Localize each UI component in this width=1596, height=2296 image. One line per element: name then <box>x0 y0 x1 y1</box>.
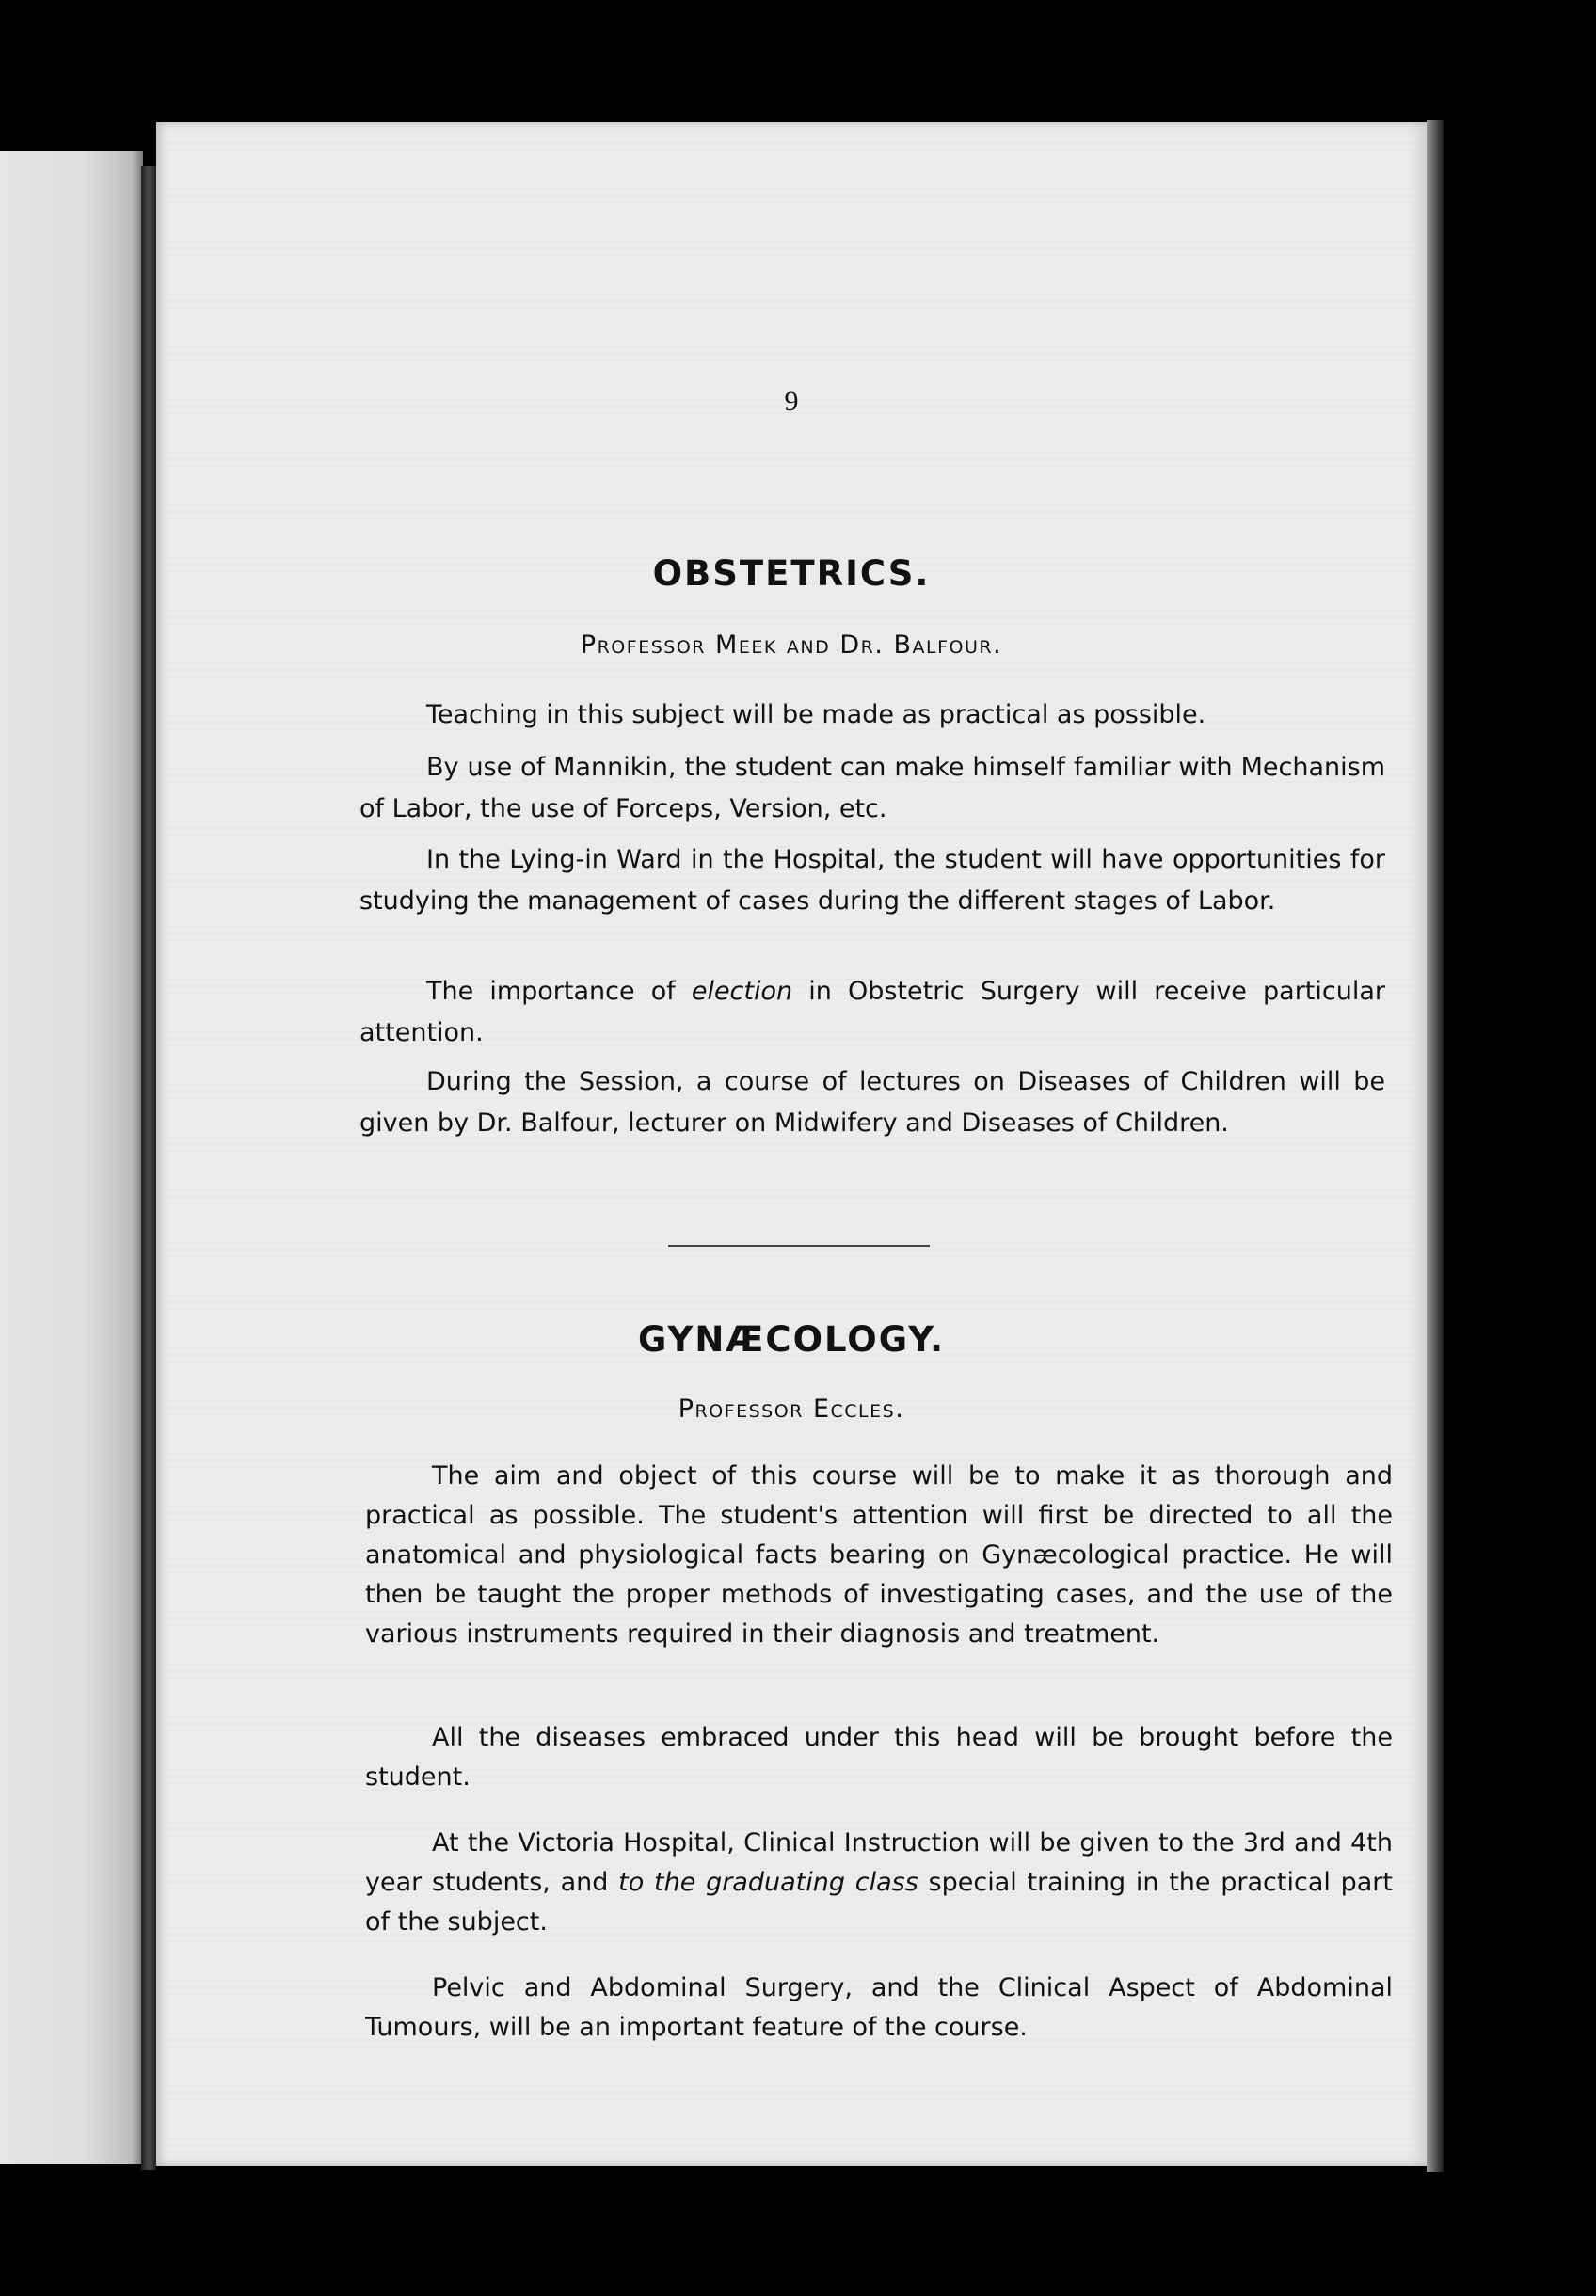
paragraph-text: in Obstetric Surgery will receive particular attention. <box>359 977 1386 1047</box>
obstetrics-paragraph: Teaching in this subject will be made as practical as possible. <box>426 700 1206 729</box>
gynaecology-paragraph: All the diseases embraced under this head will be brought before the student. <box>365 1723 1393 1792</box>
obstetrics-byline: Professor Meek and Dr. Balfour. <box>580 630 1003 660</box>
paragraph-text: At the Victoria Hospital, Clinical Instruction will be given to the 3rd and 4th year students, and <box>365 1828 1393 1897</box>
book-spine <box>141 166 156 2170</box>
book-page <box>156 122 1427 2166</box>
gynaecology-paragraph <box>365 1824 1393 1942</box>
paragraph-text: The importance of <box>426 977 692 1006</box>
gynaecology-byline: Professor Eccles. <box>678 1395 905 1424</box>
paragraph-text: special training in the practical part of the subject. <box>365 1868 1393 1937</box>
emphasized-term: election <box>691 977 793 1006</box>
obstetrics-paragraph: In the Lying-in Ward in the Hospital, the student will have opportunities for studying the management of cases during the different stages of Labor. <box>359 845 1385 916</box>
gynaecology-heading: GYNÆCOLOGY. <box>637 1319 946 1360</box>
obstetrics-heading: OBSTETRICS. <box>652 553 931 594</box>
obstetrics-paragraph <box>359 971 1385 1054</box>
obstetrics-paragraph: During the Session, a course of lectures on Diseases of Children will be given by Dr. Balfour, lecturer on Midwifery and Diseases of Children. <box>359 1067 1385 1138</box>
obstetrics-paragraph: By use of Mannikin, the student can make himself familiar with Mechanism of Labor, the use of Forceps, Version, etc. <box>359 753 1385 823</box>
page-edge-shadow <box>1427 120 1444 2172</box>
section-divider <box>668 1245 930 1247</box>
emphasized-term: to the graduating class <box>618 1868 918 1897</box>
gynaecology-paragraph: Pelvic and Abdominal Surgery, and the Clinical Aspect of Abdominal Tumours, will be an important feature of the course. <box>365 1973 1393 2042</box>
page-number: 9 <box>784 386 799 417</box>
facing-page <box>0 151 143 2164</box>
gynaecology-paragraph: The aim and object of this course will be to make it as thorough and practical as possible. The student's attention will first be directed to all the anatomical and physiological facts bearing on Gynæcological practice. He will then be taught the proper methods of investigating cases, and the use of the various instruments required in their diagnosis and treatment. <box>365 1461 1393 1649</box>
